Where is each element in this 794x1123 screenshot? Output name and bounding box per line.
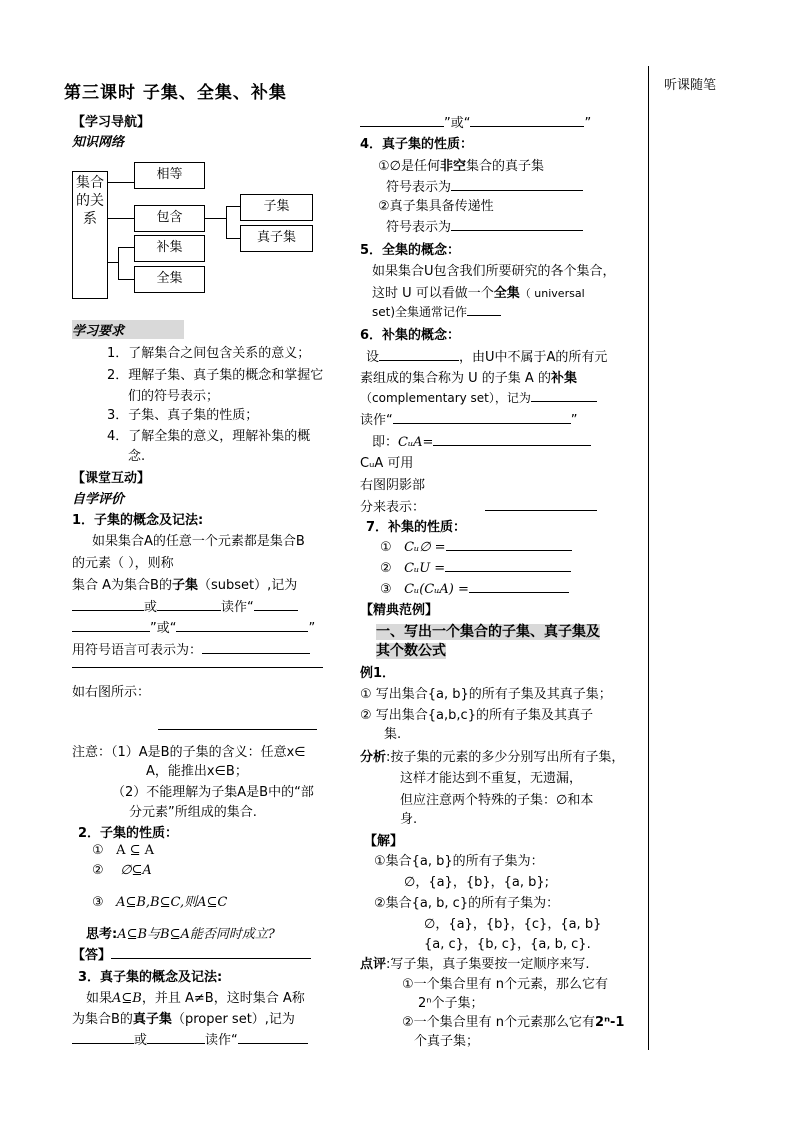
requirement-4-cont: 念.	[128, 449, 146, 464]
section-6-title: 6．补集的概念：	[360, 328, 461, 343]
note-line-4: 分元素”所组成的集合.	[129, 805, 257, 820]
comment-line-4: ②一个集合里有 n个元素那么它有2ⁿ-1	[402, 1015, 625, 1030]
requirement-3: 3．子集、真子集的性质；	[107, 408, 259, 423]
s5-line-3: set)全集通常记作	[372, 303, 501, 320]
s3-line-1: 如果A⊆B，并且 A≠B，这时集合 A称	[86, 991, 305, 1006]
s4-symbol-1: 符号表示为	[386, 176, 583, 195]
knowledge-net-heading: 知识网络	[72, 135, 125, 150]
s2-item-2: ② ∅⊆A	[92, 863, 152, 878]
analysis-line-4: 身.	[400, 812, 418, 827]
think-line: 思考:A⊆B与B⊆A能否同时成立?	[86, 927, 275, 942]
s6-line-8: 分来表示：	[360, 496, 597, 515]
interact-header: 【课堂互动】	[72, 471, 151, 486]
section-5-title: 5．全集的概念：	[360, 243, 461, 258]
solution-line-4: ∅，{a}，{b}，{c}，{a, b}	[424, 917, 602, 932]
s6-line-7: 右图阴影部	[360, 478, 426, 493]
s2-item-3: ③ A⊆B,B⊆C,则A⊆C	[92, 895, 228, 910]
requirement-4: 4．了解全集的意义，理解补集的概	[107, 429, 311, 444]
s6-line-5: 即：CᵤA=	[372, 431, 591, 450]
s1-line-3: 集合 A为集合B的子集（subset）,记为	[72, 578, 298, 593]
s1-blank-line	[72, 667, 323, 668]
section-4-title: 4．真子集的性质：	[360, 137, 474, 152]
analysis-line-3: 但应注意两个特殊的子集：∅和本	[400, 793, 594, 808]
requirements-heading: 学习要求	[72, 320, 184, 339]
solution-line-2: ∅，{a}，{b}，{a, b};	[404, 875, 550, 890]
diagram-node-complement: 补集	[134, 235, 205, 262]
diagram-node-include: 包含	[134, 205, 205, 232]
requirement-2: 2．理解子集、真子集的概念和掌握它	[107, 368, 324, 383]
requirement-2-cont: 们的符号表示；	[128, 389, 220, 404]
s7-item-1: ① Cᵤ∅ =	[380, 538, 572, 555]
analysis-line-2: 这样才能达到不重复，无遗漏，	[400, 771, 583, 786]
diagram-node-proper-subset: 真子集	[240, 225, 313, 252]
diagram-node-subset: 子集	[240, 194, 313, 221]
solution-label: 【解】	[364, 834, 404, 849]
example-header: 【精典范例】	[360, 603, 439, 618]
column-divider	[648, 66, 649, 1050]
s1-line-7: 如右图所示：	[72, 685, 151, 700]
s6-line-6: CᵤA 可用	[360, 456, 414, 471]
s1-figure-line	[158, 729, 317, 730]
self-eval-heading: 自学评价	[72, 492, 125, 507]
s1-line-6: 用符号语言可表示为：	[72, 639, 310, 658]
example-1-label: 例1．	[360, 666, 396, 681]
s5-line-2: 这时 U 可以看做一个全集（ universal	[372, 286, 585, 301]
s3-line-3: 或 读作“	[72, 1029, 308, 1048]
s1-line-5: ”或“ ”	[72, 617, 315, 636]
s1-line-2: 的元素（ ），则称	[72, 556, 174, 571]
page-title: 第三课时 子集、全集、补集	[64, 83, 287, 103]
s5-line-1: 如果集合U包含我们所要研究的各个集合，	[372, 264, 616, 279]
s6-line-3: （complementary set），记为	[360, 389, 597, 406]
example-subtitle-line-1: 一、写出一个集合的子集、真子集及	[376, 624, 600, 640]
answer-line: 【答】	[72, 944, 311, 963]
example-subtitle-line-2: 其个数公式	[376, 643, 446, 659]
ex1-item-2: ② 写出集合{a,b,c}的所有子集及其真子	[360, 708, 593, 723]
s1-line-4: 或 读作“	[72, 596, 298, 615]
section-7-title: 7．补集的性质：	[366, 520, 467, 535]
section-1-title: 1．子集的概念及记法:	[72, 513, 204, 528]
solution-line-1: ①集合{a, b}的所有子集为：	[374, 854, 544, 869]
s6-line-2: 素组成的集合称为 U 的子集 A 的补集	[360, 371, 577, 386]
s7-item-3: ③ Cᵤ(CᵤA) =	[380, 580, 569, 597]
s6-line-1: 设 ，由U中不属于A的所有元	[366, 350, 608, 365]
comment-line-1: 点评:写子集，真子集要按一定顺序来写.	[360, 957, 590, 972]
diagram-node-equal: 相等	[134, 162, 205, 189]
analysis-line-1: 分析:按子集的元素的多少分别写出所有子集，	[360, 750, 625, 765]
comment-line-3: 2ⁿ个子集；	[418, 996, 484, 1011]
note-line-3: （2）不能理解为子集A是B中的“部	[112, 785, 314, 800]
ex1-item-1: ① 写出集合{a, b}的所有子集及其真子集；	[360, 687, 612, 702]
comment-line-5: 个真子集；	[414, 1034, 480, 1049]
s4-item-2: ②真子集具备传递性	[378, 199, 494, 214]
diagram-root: 集合的关系	[72, 171, 108, 299]
section-2-title: 2．子集的性质：	[78, 826, 179, 841]
side-note-label: 听课随笔	[664, 78, 717, 93]
s7-item-2: ② CᵤU =	[380, 559, 571, 576]
s1-line-1: 如果集合A的任意一个元素都是集合B	[92, 534, 305, 549]
s3-line-2: 为集合B的真子集（proper set）,记为	[72, 1012, 295, 1027]
note-line-2: A，能推出x∈B；	[146, 764, 248, 779]
guide-header: 【学习导航】	[72, 115, 151, 130]
s4-item-1: ①∅是任何非空集合的真子集	[378, 159, 545, 174]
diagram-node-universal: 全集	[134, 266, 205, 293]
s2-item-1: ① A ⊆ A	[92, 843, 154, 858]
comment-line-2: ①一个集合里有 n个元素，那么它有	[402, 977, 609, 992]
s4-symbol-2: 符号表示为	[386, 216, 583, 235]
right-top-line: ”或“ ”	[360, 112, 591, 131]
s6-line-4: 读作“ ”	[360, 413, 578, 428]
requirement-1: 1．了解集合之间包含关系的意义；	[107, 346, 311, 361]
section-3-title: 3．真子集的概念及记法:	[78, 970, 223, 985]
solution-line-3: ②集合{a, b, c}的所有子集为：	[374, 896, 560, 911]
ex1-item-2-cont: 集.	[384, 727, 402, 742]
solution-line-5: {a, c}，{b, c}，{a, b, c}.	[424, 937, 591, 952]
note-line-1: 注意：（1）A是B的子集的含义：任意x∈	[72, 745, 306, 760]
